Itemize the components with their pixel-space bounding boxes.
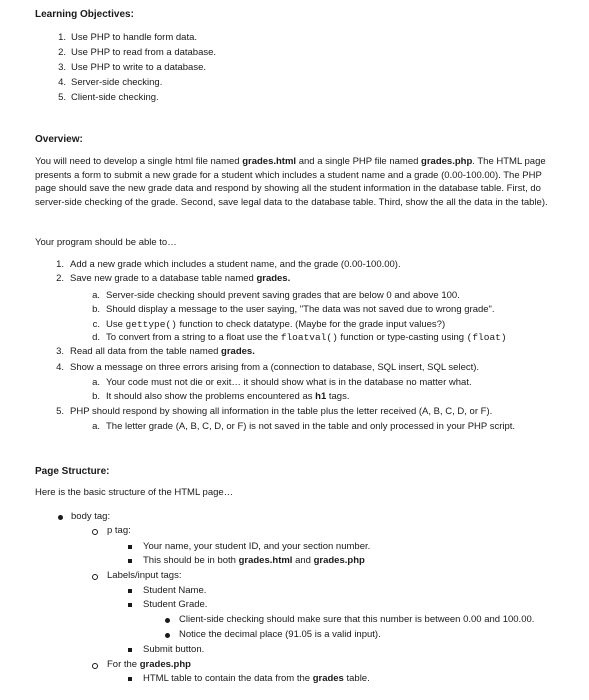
text-fragment: This should be in both (143, 555, 239, 566)
able-to-text: Your program should be able to… (35, 237, 177, 248)
text-fragment: tags. (326, 391, 350, 402)
sub-requirement-item (106, 303, 495, 317)
text-fragment: Should display a message to the user saying, "The data was not saved due to wrong grade". (106, 304, 495, 315)
text-fragment: Your code must not die or exit… it should show what is in the database no matter what. (106, 377, 472, 388)
list-number: 5. (56, 406, 64, 417)
text-fragment: function to check datatype. (Maybe for the grade input values?) (176, 319, 446, 330)
square-bullet-icon (128, 677, 132, 681)
square-bullet-icon (128, 589, 132, 593)
page-structure-intro: Here is the basic structure of the HTML page… (35, 487, 234, 498)
sub-list-letter: d. (92, 332, 100, 343)
list-number: 4. (56, 362, 64, 373)
sub-requirement-item (106, 390, 349, 404)
structure-item (71, 510, 110, 524)
sub-list-letter: a. (92, 290, 100, 301)
sub-list-letter: b. (92, 304, 100, 315)
sub-requirement-item (106, 318, 445, 332)
structure-item (143, 554, 365, 568)
requirement-item (70, 345, 255, 359)
structure-item (143, 643, 204, 657)
text-fragment: p tag: (107, 525, 131, 536)
text-fragment: Read all data from the table named (70, 346, 222, 357)
bold-fragment: grades.php (313, 555, 365, 566)
text-fragment: Submit button. (143, 644, 205, 655)
square-bullet-icon (128, 545, 132, 549)
square-bullet-icon (128, 559, 132, 563)
learning-objectives-heading: Learning Objectives: (35, 9, 134, 20)
text-fragment: and a single PHP file named (296, 156, 422, 167)
text-fragment: body tag: (71, 511, 111, 522)
list-number: 3. (56, 346, 64, 357)
square-bullet-icon (128, 603, 132, 607)
text-fragment: To convert from a string to a float use the (106, 332, 281, 343)
sub-requirement-item (106, 420, 515, 434)
disc-bullet-icon (58, 515, 63, 520)
text-fragment: Notice the decimal place (91.05 is a valid input). (179, 629, 381, 640)
objective-item: Client-side checking. (71, 92, 159, 103)
requirement-item (70, 361, 479, 375)
objective-item: Use PHP to write to a database. (71, 62, 207, 73)
text-fragment: function or type-casting using (337, 332, 467, 343)
text-fragment: Student Grade. (143, 599, 208, 610)
text-fragment: For the (107, 659, 140, 670)
requirement-item (70, 272, 290, 286)
text-fragment: HTML table to contain the data from the (143, 673, 313, 684)
bold-fragment: grades (312, 673, 344, 684)
circle-bullet-icon (92, 574, 98, 580)
objective-item: Use PHP to read from a database. (71, 47, 217, 58)
text-fragment: and (292, 555, 314, 566)
sub-requirement-item (106, 289, 460, 303)
code-fragment: gettype() (125, 319, 177, 330)
text-fragment: It should also show the problems encountered as (106, 391, 316, 402)
text-fragment: Use (106, 319, 126, 330)
bold-fragment: h1 (315, 391, 327, 402)
overview-heading: Overview: (35, 134, 83, 145)
structure-item (107, 569, 181, 583)
text-fragment: table. (343, 673, 370, 684)
requirement-item (70, 258, 401, 272)
requirement-item (70, 405, 492, 419)
text-fragment: Add a new grade which includes a student name, and the grade (0.00-100.00). (70, 259, 401, 270)
text-fragment: . The HTML page presents a form to submit a new grade for a student which includes a student name and a grade (0.00-100.00). The PHP page should save the new grade data and respond by showing all the student information in the database table. First, do server-side checking of the grade. Second, save legal data to the database table. Third, show the all the data in the table). (35, 156, 548, 209)
sub-list-letter: a. (92, 377, 100, 388)
list-number: 3. (58, 62, 66, 73)
list-number: 1. (56, 259, 64, 270)
disc-bullet-icon (165, 633, 170, 638)
disc-bullet-icon (165, 618, 170, 623)
bold-fragment: grades.html (238, 555, 293, 566)
sub-requirement-item (106, 376, 472, 390)
text-fragment: You will need to develop a single html file named (35, 156, 243, 167)
text-fragment: Show a message on three errors arising from a (connection to database, SQL insert, SQL select). (70, 362, 480, 373)
structure-item (107, 658, 191, 672)
sub-list-letter: a. (92, 421, 100, 432)
list-number: 4. (58, 77, 66, 88)
bold-fragment: grades. (221, 346, 255, 357)
list-number: 1. (58, 32, 66, 43)
structure-item (143, 584, 206, 598)
bold-fragment: grades.php (139, 659, 191, 670)
structure-item (143, 540, 370, 554)
text-fragment: Your name, your student ID, and your section number. (143, 541, 371, 552)
bold-fragment: grades.php (421, 156, 473, 167)
list-number: 2. (58, 47, 66, 58)
structure-item (107, 524, 131, 538)
structure-item (179, 628, 381, 642)
objective-item: Use PHP to handle form data. (71, 32, 198, 43)
objective-item: Server-side checking. (71, 77, 163, 88)
text-fragment: Student Name. (143, 585, 207, 596)
text-fragment: Save new grade to a database table named (70, 273, 257, 284)
code-fragment: floatval() (280, 332, 338, 343)
list-number: 5. (58, 92, 66, 103)
page-structure-heading: Page Structure: (35, 466, 110, 477)
sub-list-letter: b. (92, 391, 100, 402)
text-fragment: Client-side checking should make sure that this number is between 0.00 and 100.00. (179, 614, 535, 625)
text-fragment: PHP should respond by showing all information in the table plus the letter received (A, B, C, D, or F). (70, 406, 493, 417)
sub-requirement-item (106, 331, 507, 345)
text-fragment: Labels/input tags: (107, 570, 182, 581)
structure-item (179, 613, 534, 627)
circle-bullet-icon (92, 529, 98, 535)
text-fragment: Server-side checking should prevent saving grades that are below 0 and above 100. (106, 290, 460, 301)
circle-bullet-icon (92, 663, 98, 669)
structure-item (143, 598, 207, 612)
overview-paragraph (35, 155, 555, 210)
bold-fragment: grades.html (242, 156, 297, 167)
list-number: 2. (56, 273, 64, 284)
square-bullet-icon (128, 648, 132, 652)
code-fragment: (float) (466, 332, 507, 343)
sub-list-letter: c. (92, 319, 100, 330)
bold-fragment: grades. (256, 273, 291, 284)
text-fragment: The letter grade (A, B, C, D, or F) is not saved in the table and only processed in your PHP script. (106, 421, 516, 432)
structure-item (143, 672, 370, 686)
